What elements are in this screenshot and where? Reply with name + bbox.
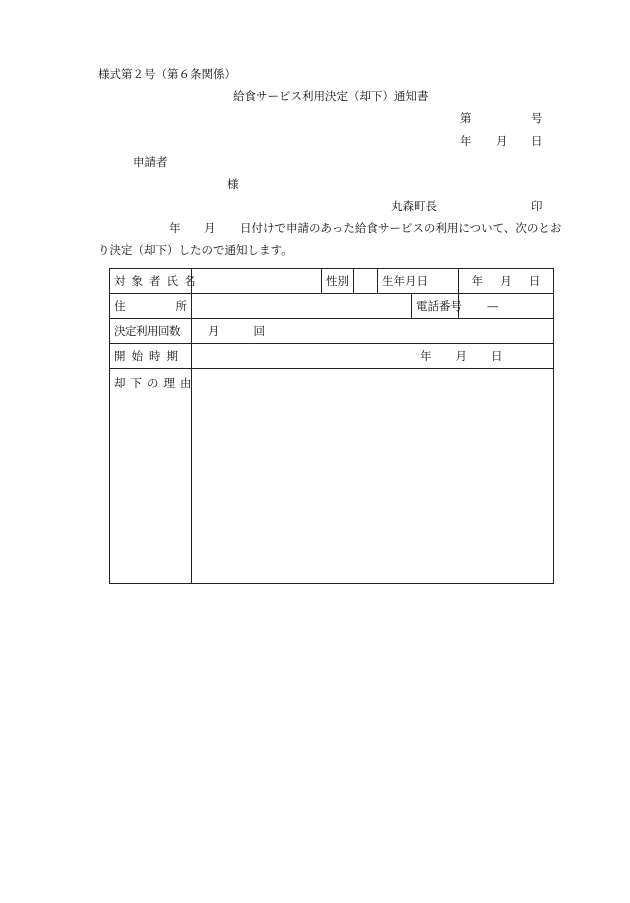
table-row: [110, 344, 554, 369]
gender-value[interactable]: [354, 269, 378, 294]
date-day: 日: [531, 134, 543, 148]
doc-no-prefix: 第: [460, 111, 472, 125]
doc-no-suffix: 号: [531, 111, 543, 125]
form-number: 様式第２号（第６条関係）: [98, 67, 236, 81]
applicant-label: 申請者: [133, 155, 168, 169]
phone-value[interactable]: —: [459, 294, 554, 319]
usage-count-value[interactable]: 月 回: [192, 319, 554, 344]
gender-label: 性別: [322, 269, 354, 294]
date-month: 月: [496, 134, 508, 148]
rejection-reason-label: 却下の理由: [110, 369, 192, 584]
body-text-2: り決定（却下）したので通知します。: [98, 243, 293, 257]
seal-mark: 印: [531, 199, 543, 213]
table-row: [110, 269, 554, 294]
honorific: 様: [227, 177, 239, 191]
body-year: 年: [169, 221, 181, 235]
date-year: 年: [460, 134, 472, 148]
usage-count-label: 決定利用回数: [110, 319, 192, 344]
address-label: 住 所: [110, 294, 192, 319]
birth-date-value[interactable]: 年 月 日: [459, 269, 554, 294]
target-name-label: 対象者氏名: [110, 269, 192, 294]
start-date-label: 開始時期: [110, 344, 192, 369]
address-value[interactable]: [192, 294, 412, 319]
birth-date-label: 生年月日: [378, 269, 459, 294]
body-text-1: 日付けで申請のあった給食サービスの利用について、次のとお: [240, 221, 562, 235]
phone-label: 電話番号: [412, 294, 459, 319]
notice-table: [109, 268, 554, 584]
start-date-value[interactable]: 年 月 日: [192, 344, 554, 369]
body-month: 月: [204, 221, 216, 235]
table-row: [110, 294, 554, 319]
target-name-value[interactable]: [192, 269, 322, 294]
issuer-name: 丸森町長: [391, 199, 437, 213]
document-title: 給食サービス利用決定（却下）通知書: [233, 89, 429, 103]
table-row: [110, 369, 554, 584]
rejection-reason-value[interactable]: [192, 369, 554, 584]
table-row: [110, 319, 554, 344]
